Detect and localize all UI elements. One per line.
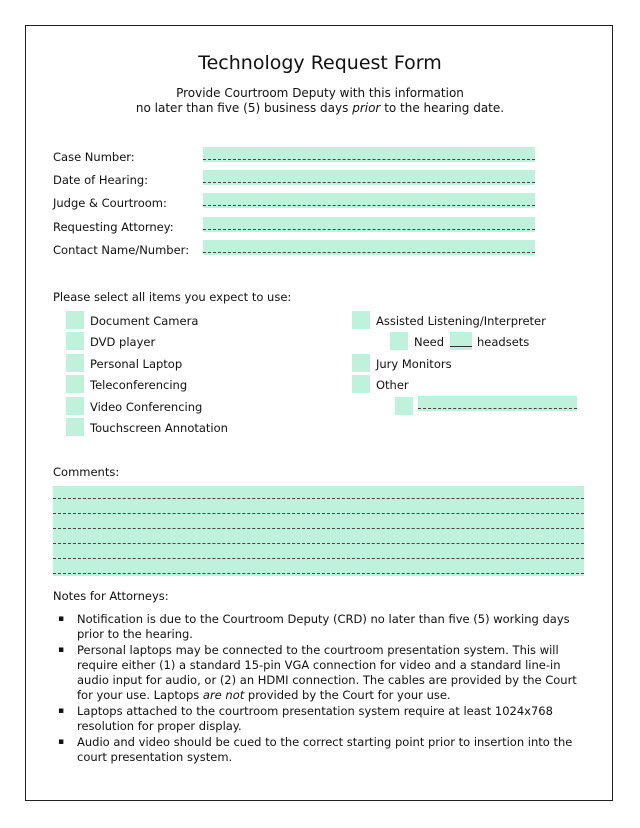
- date-of-hearing-field[interactable]: [203, 170, 535, 185]
- judge-courtroom-label: Judge & Courtroom:: [53, 196, 167, 210]
- item-label-video-conferencing: Video Conferencing: [90, 400, 203, 414]
- notes-section: [53, 589, 593, 766]
- date-of-hearing-label: Date of Hearing:: [53, 173, 149, 187]
- item-label-assisted-listening: Assisted Listening/Interpreter: [376, 314, 546, 328]
- contact-name-number-label: Contact Name/Number:: [53, 243, 190, 257]
- field-underline: [203, 205, 535, 206]
- requesting-attorney-label: Requesting Attorney:: [53, 220, 174, 234]
- note-text: Audio and video should be cued to the correct starting point prior to insertion into the court presentation system.: [77, 735, 573, 764]
- notes-list: [53, 612, 593, 765]
- comment-line: [53, 528, 584, 529]
- item-label-document-camera: Document Camera: [90, 314, 199, 328]
- headset-count-underline: [450, 346, 472, 347]
- comment-line: [53, 498, 584, 499]
- note-text-emphasis: are not: [202, 688, 245, 702]
- item-label-other: Other: [376, 378, 409, 392]
- checkbox-document-camera[interactable]: [66, 311, 84, 329]
- contact-name-number-field[interactable]: [203, 240, 535, 255]
- bullet-icon: ▪: [58, 706, 65, 716]
- item-label-personal-laptop: Personal Laptop: [90, 357, 183, 371]
- items-prompt: Please select all items you expect to use:: [53, 290, 292, 304]
- field-underline: [203, 252, 535, 253]
- headsets-label: headsets: [477, 335, 530, 349]
- comment-line: [53, 558, 584, 559]
- comments-label: Comments:: [53, 465, 120, 479]
- form-subtitle-line2: [0, 101, 640, 115]
- subtitle-emphasis: prior: [352, 101, 381, 115]
- subtitle-text-pre: no later than five (5) business days: [135, 101, 353, 115]
- checkbox-touchscreen-annotation[interactable]: [66, 418, 84, 436]
- item-label-touchscreen-annotation: Touchscreen Annotation: [90, 421, 228, 435]
- note-text: Notification is due to the Courtroom Deputy (CRD) no later than five (5) working days prior to the hearing.: [77, 612, 570, 641]
- form-subtitle-line1: Provide Courtroom Deputy with this information: [176, 86, 464, 100]
- requesting-attorney-field[interactable]: [203, 217, 535, 232]
- item-label-teleconferencing: Teleconferencing: [90, 378, 188, 392]
- item-label-dvd-player: DVD player: [90, 335, 156, 349]
- checkbox-assisted-listening[interactable]: [352, 311, 370, 329]
- note-item: [53, 643, 593, 703]
- case-number-field[interactable]: [203, 147, 535, 162]
- other-specify-field[interactable]: [418, 396, 577, 411]
- note-text-post: provided by the Court for your use.: [244, 688, 451, 702]
- notes-title: Notes for Attorneys:: [53, 589, 169, 603]
- field-underline: [203, 159, 535, 160]
- note-item: [53, 704, 593, 734]
- headset-count-field[interactable]: [450, 332, 472, 350]
- checkbox-need-headsets[interactable]: [390, 332, 408, 350]
- case-number-label: Case Number:: [53, 150, 135, 164]
- comments-field[interactable]: [53, 486, 584, 576]
- field-underline: [418, 408, 577, 409]
- bullet-icon: ▪: [58, 737, 65, 747]
- checkbox-video-conferencing[interactable]: [66, 397, 84, 415]
- field-underline: [203, 229, 535, 230]
- checkbox-personal-laptop[interactable]: [66, 354, 84, 372]
- note-text-pre: Personal laptops may be connected to the courtroom presentation system. This will require either (1) a standard 15-pin VGA connection for video and a standard line-in audio input for audio, or (2) an HDMI connection. The cables are provided by the Court for your use. Laptops: [77, 643, 577, 702]
- bullet-icon: ▪: [58, 645, 65, 655]
- checkbox-dvd-player[interactable]: [66, 332, 84, 350]
- note-item: [53, 612, 593, 642]
- form-title: Technology Request Form: [198, 52, 442, 74]
- checkbox-jury-monitors[interactable]: [352, 354, 370, 372]
- checkbox-other-specify[interactable]: [395, 397, 413, 415]
- field-underline: [203, 182, 535, 183]
- comment-line: [53, 543, 584, 544]
- need-label: Need: [414, 335, 445, 349]
- note-item: [53, 735, 593, 765]
- checkbox-other[interactable]: [352, 375, 370, 393]
- bullet-icon: ▪: [58, 614, 65, 624]
- comment-line: [53, 573, 584, 574]
- note-text: Laptops attached to the courtroom presentation system require at least 1024x768 resolution for proper display.: [77, 704, 553, 733]
- checkbox-teleconferencing[interactable]: [66, 375, 84, 393]
- item-label-jury-monitors: Jury Monitors: [376, 357, 452, 371]
- judge-courtroom-field[interactable]: [203, 193, 535, 208]
- comment-line: [53, 513, 584, 514]
- subtitle-text-post: to the hearing date.: [380, 101, 505, 115]
